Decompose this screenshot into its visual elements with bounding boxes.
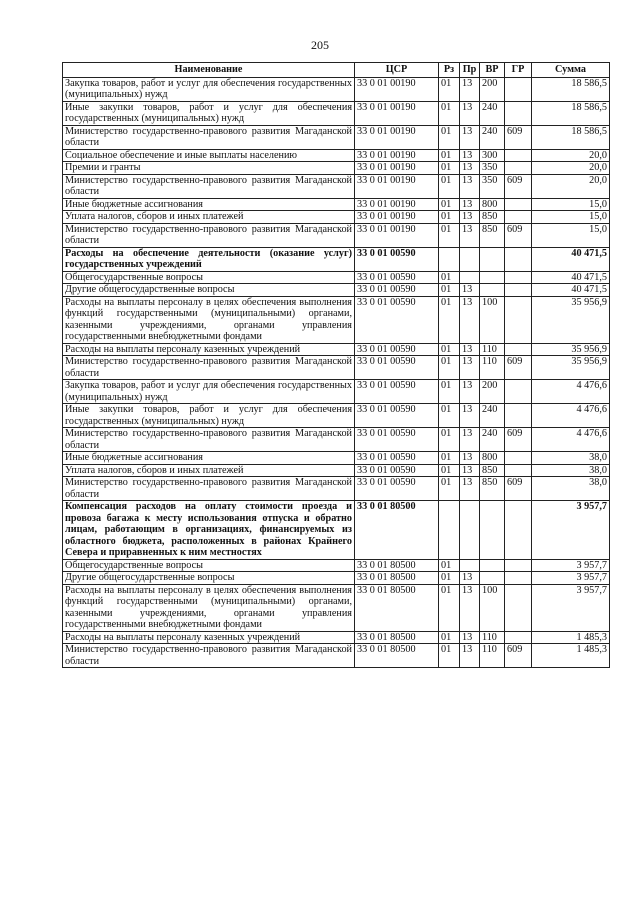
column-header-pr: Пр bbox=[460, 63, 480, 78]
table-row bbox=[63, 125, 610, 149]
cell-rz: 01 bbox=[439, 428, 460, 452]
table-row bbox=[63, 477, 610, 501]
table-row bbox=[63, 211, 610, 224]
cell-name: Иные бюджетные ассигнования bbox=[63, 452, 355, 465]
cell-gr bbox=[505, 284, 532, 297]
cell-name: Иные бюджетные ассигнования bbox=[63, 198, 355, 211]
cell-name: Министерство государственно-правового развития Магаданской области bbox=[63, 477, 355, 501]
cell-name: Расходы на выплаты персоналу в целях обеспечения выполнения функций государственными (муниципальными) органами, казенными учреждениями, органами управления государственными внебюджетными фондами bbox=[63, 584, 355, 631]
cell-vr: 240 bbox=[480, 404, 505, 428]
cell-name: Закупка товаров, работ и услуг для обеспечения государственных (муниципальных) нужд bbox=[63, 77, 355, 101]
cell-csr: 33 0 01 00590 bbox=[355, 464, 439, 477]
cell-vr: 850 bbox=[480, 464, 505, 477]
cell-rz: 01 bbox=[439, 559, 460, 572]
cell-pr: 13 bbox=[460, 452, 480, 465]
cell-sum: 20,0 bbox=[532, 149, 610, 162]
cell-pr bbox=[460, 271, 480, 284]
cell-sum: 35 956,9 bbox=[532, 356, 610, 380]
cell-rz: 01 bbox=[439, 296, 460, 343]
cell-pr: 13 bbox=[460, 223, 480, 247]
table-row bbox=[63, 464, 610, 477]
cell-csr: 33 0 01 80500 bbox=[355, 501, 439, 560]
table-row bbox=[63, 644, 610, 668]
table-row bbox=[63, 101, 610, 125]
cell-csr: 33 0 01 80500 bbox=[355, 572, 439, 585]
cell-sum: 40 471,5 bbox=[532, 247, 610, 271]
cell-csr: 33 0 01 00190 bbox=[355, 223, 439, 247]
cell-vr: 350 bbox=[480, 174, 505, 198]
cell-gr: 609 bbox=[505, 477, 532, 501]
cell-pr bbox=[460, 247, 480, 271]
cell-vr: 350 bbox=[480, 162, 505, 175]
cell-csr: 33 0 01 00190 bbox=[355, 174, 439, 198]
cell-csr: 33 0 01 00190 bbox=[355, 198, 439, 211]
cell-csr: 33 0 01 00190 bbox=[355, 211, 439, 224]
cell-name: Расходы на обеспечение деятельности (оказание услуг) государственных учреждений bbox=[63, 247, 355, 271]
table-row bbox=[63, 77, 610, 101]
cell-name: Иные закупки товаров, работ и услуг для обеспечения государственных (муниципальных) нужд bbox=[63, 101, 355, 125]
cell-gr bbox=[505, 631, 532, 644]
cell-gr bbox=[505, 572, 532, 585]
cell-rz: 01 bbox=[439, 644, 460, 668]
cell-vr: 200 bbox=[480, 380, 505, 404]
page-number: 205 bbox=[311, 38, 329, 52]
cell-vr bbox=[480, 559, 505, 572]
table-row bbox=[63, 343, 610, 356]
cell-name: Закупка товаров, работ и услуг для обеспечения государственных (муниципальных) нужд bbox=[63, 380, 355, 404]
cell-vr: 240 bbox=[480, 428, 505, 452]
cell-pr: 13 bbox=[460, 572, 480, 585]
cell-pr: 13 bbox=[460, 149, 480, 162]
cell-pr: 13 bbox=[460, 162, 480, 175]
column-header-gr: ГР bbox=[505, 63, 532, 78]
table-row bbox=[63, 501, 610, 560]
cell-name: Министерство государственно-правового развития Магаданской области bbox=[63, 125, 355, 149]
table-row bbox=[63, 404, 610, 428]
table-row bbox=[63, 223, 610, 247]
cell-name: Другие общегосударственные вопросы bbox=[63, 572, 355, 585]
cell-sum: 18 586,5 bbox=[532, 101, 610, 125]
cell-csr: 33 0 01 00190 bbox=[355, 162, 439, 175]
cell-gr bbox=[505, 271, 532, 284]
cell-sum: 18 586,5 bbox=[532, 77, 610, 101]
cell-pr: 13 bbox=[460, 101, 480, 125]
cell-vr bbox=[480, 284, 505, 297]
cell-sum: 40 471,5 bbox=[532, 271, 610, 284]
cell-vr: 110 bbox=[480, 644, 505, 668]
column-header-csr: ЦСР bbox=[355, 63, 439, 78]
cell-gr bbox=[505, 149, 532, 162]
cell-vr: 110 bbox=[480, 631, 505, 644]
table-row bbox=[63, 631, 610, 644]
cell-pr: 13 bbox=[460, 428, 480, 452]
cell-csr: 33 0 01 80500 bbox=[355, 559, 439, 572]
cell-csr: 33 0 01 00590 bbox=[355, 247, 439, 271]
cell-gr bbox=[505, 247, 532, 271]
cell-pr: 13 bbox=[460, 644, 480, 668]
cell-gr bbox=[505, 452, 532, 465]
cell-rz: 01 bbox=[439, 284, 460, 297]
cell-csr: 33 0 01 00590 bbox=[355, 271, 439, 284]
cell-gr bbox=[505, 380, 532, 404]
cell-csr: 33 0 01 00190 bbox=[355, 149, 439, 162]
cell-rz: 01 bbox=[439, 125, 460, 149]
cell-pr: 13 bbox=[460, 404, 480, 428]
cell-vr: 800 bbox=[480, 198, 505, 211]
cell-vr: 100 bbox=[480, 584, 505, 631]
cell-csr: 33 0 01 00590 bbox=[355, 477, 439, 501]
cell-rz: 01 bbox=[439, 223, 460, 247]
cell-csr: 33 0 01 00190 bbox=[355, 101, 439, 125]
cell-csr: 33 0 01 00190 bbox=[355, 77, 439, 101]
cell-rz: 01 bbox=[439, 404, 460, 428]
table-row bbox=[63, 284, 610, 297]
cell-rz: 01 bbox=[439, 343, 460, 356]
cell-gr bbox=[505, 77, 532, 101]
cell-pr: 13 bbox=[460, 631, 480, 644]
cell-rz: 01 bbox=[439, 174, 460, 198]
cell-vr: 100 bbox=[480, 296, 505, 343]
cell-gr bbox=[505, 584, 532, 631]
cell-sum: 15,0 bbox=[532, 211, 610, 224]
cell-pr: 13 bbox=[460, 211, 480, 224]
cell-vr bbox=[480, 271, 505, 284]
cell-vr: 850 bbox=[480, 211, 505, 224]
cell-name: Министерство государственно-правового развития Магаданской области bbox=[63, 223, 355, 247]
cell-rz: 01 bbox=[439, 101, 460, 125]
cell-name: Расходы на выплаты персоналу казенных учреждений bbox=[63, 343, 355, 356]
cell-name: Премии и гранты bbox=[63, 162, 355, 175]
cell-sum: 38,0 bbox=[532, 464, 610, 477]
cell-rz: 01 bbox=[439, 572, 460, 585]
cell-gr bbox=[505, 198, 532, 211]
cell-rz: 01 bbox=[439, 77, 460, 101]
cell-pr: 13 bbox=[460, 343, 480, 356]
cell-sum: 20,0 bbox=[532, 174, 610, 198]
cell-name: Уплата налогов, сборов и иных платежей bbox=[63, 211, 355, 224]
cell-pr: 13 bbox=[460, 380, 480, 404]
cell-rz: 01 bbox=[439, 584, 460, 631]
cell-gr bbox=[505, 343, 532, 356]
column-header-vr: ВР bbox=[480, 63, 505, 78]
cell-sum: 15,0 bbox=[532, 198, 610, 211]
cell-vr: 110 bbox=[480, 343, 505, 356]
column-header-rz: Рз bbox=[439, 63, 460, 78]
cell-rz: 01 bbox=[439, 149, 460, 162]
table-row bbox=[63, 572, 610, 585]
cell-sum: 4 476,6 bbox=[532, 428, 610, 452]
cell-sum: 40 471,5 bbox=[532, 284, 610, 297]
cell-gr bbox=[505, 296, 532, 343]
cell-sum: 38,0 bbox=[532, 477, 610, 501]
cell-vr bbox=[480, 572, 505, 585]
table-row bbox=[63, 162, 610, 175]
cell-csr: 33 0 01 00590 bbox=[355, 296, 439, 343]
cell-pr: 13 bbox=[460, 284, 480, 297]
cell-sum: 15,0 bbox=[532, 223, 610, 247]
cell-name: Министерство государственно-правового развития Магаданской области bbox=[63, 356, 355, 380]
cell-gr: 609 bbox=[505, 356, 532, 380]
cell-rz: 01 bbox=[439, 162, 460, 175]
cell-vr: 850 bbox=[480, 477, 505, 501]
cell-rz: 01 bbox=[439, 477, 460, 501]
cell-gr bbox=[505, 404, 532, 428]
table-row bbox=[63, 380, 610, 404]
cell-gr bbox=[505, 101, 532, 125]
cell-pr: 13 bbox=[460, 356, 480, 380]
cell-name: Другие общегосударственные вопросы bbox=[63, 284, 355, 297]
cell-vr: 200 bbox=[480, 77, 505, 101]
cell-vr: 240 bbox=[480, 125, 505, 149]
table-row bbox=[63, 271, 610, 284]
cell-gr bbox=[505, 464, 532, 477]
cell-csr: 33 0 01 80500 bbox=[355, 584, 439, 631]
cell-csr: 33 0 01 00590 bbox=[355, 428, 439, 452]
cell-gr: 609 bbox=[505, 644, 532, 668]
table-row bbox=[63, 174, 610, 198]
cell-name: Иные закупки товаров, работ и услуг для обеспечения государственных (муниципальных) нужд bbox=[63, 404, 355, 428]
cell-sum: 18 586,5 bbox=[532, 125, 610, 149]
cell-csr: 33 0 01 80500 bbox=[355, 631, 439, 644]
cell-name: Общегосударственные вопросы bbox=[63, 271, 355, 284]
cell-vr: 240 bbox=[480, 101, 505, 125]
cell-gr: 609 bbox=[505, 125, 532, 149]
cell-name: Расходы на выплаты персоналу казенных учреждений bbox=[63, 631, 355, 644]
cell-gr bbox=[505, 559, 532, 572]
cell-csr: 33 0 01 00590 bbox=[355, 452, 439, 465]
table-row bbox=[63, 356, 610, 380]
cell-csr: 33 0 01 00590 bbox=[355, 284, 439, 297]
cell-name: Компенсация расходов на оплату стоимости проезда и провоза багажа к месту использования отпуска и обратно лицам, работающим в организациях, финансируемых из областного бюджета, расположенных в районах Крайнего Севера и приравненных к ним местностях bbox=[63, 501, 355, 560]
cell-pr: 13 bbox=[460, 198, 480, 211]
cell-pr bbox=[460, 501, 480, 560]
cell-gr: 609 bbox=[505, 428, 532, 452]
cell-vr: 300 bbox=[480, 149, 505, 162]
cell-name: Расходы на выплаты персоналу в целях обеспечения выполнения функций государственными (муниципальными) органами, казенными учреждениями, органами управления государственными внебюджетными фондами bbox=[63, 296, 355, 343]
table-row bbox=[63, 296, 610, 343]
cell-csr: 33 0 01 00590 bbox=[355, 343, 439, 356]
table-row bbox=[63, 198, 610, 211]
cell-pr: 13 bbox=[460, 584, 480, 631]
table-row bbox=[63, 428, 610, 452]
cell-sum: 4 476,6 bbox=[532, 404, 610, 428]
cell-sum: 4 476,6 bbox=[532, 380, 610, 404]
cell-name: Социальное обеспечение и иные выплаты населению bbox=[63, 149, 355, 162]
table-row bbox=[63, 559, 610, 572]
table-row bbox=[63, 452, 610, 465]
column-header-name: Наименование bbox=[63, 63, 355, 78]
cell-gr bbox=[505, 162, 532, 175]
cell-rz: 01 bbox=[439, 211, 460, 224]
cell-sum: 3 957,7 bbox=[532, 559, 610, 572]
cell-csr: 33 0 01 00590 bbox=[355, 404, 439, 428]
cell-sum: 3 957,7 bbox=[532, 501, 610, 560]
cell-pr: 13 bbox=[460, 477, 480, 501]
cell-pr bbox=[460, 559, 480, 572]
cell-csr: 33 0 01 00590 bbox=[355, 380, 439, 404]
cell-vr bbox=[480, 501, 505, 560]
cell-name: Министерство государственно-правового развития Магаданской области bbox=[63, 174, 355, 198]
cell-gr: 609 bbox=[505, 174, 532, 198]
cell-vr: 800 bbox=[480, 452, 505, 465]
cell-csr: 33 0 01 00590 bbox=[355, 356, 439, 380]
cell-pr: 13 bbox=[460, 125, 480, 149]
cell-csr: 33 0 01 80500 bbox=[355, 644, 439, 668]
cell-sum: 35 956,9 bbox=[532, 343, 610, 356]
cell-sum: 20,0 bbox=[532, 162, 610, 175]
cell-name: Министерство государственно-правового развития Магаданской области bbox=[63, 644, 355, 668]
cell-gr: 609 bbox=[505, 223, 532, 247]
table-row bbox=[63, 584, 610, 631]
cell-rz: 01 bbox=[439, 631, 460, 644]
cell-pr: 13 bbox=[460, 174, 480, 198]
cell-sum: 3 957,7 bbox=[532, 572, 610, 585]
table-row bbox=[63, 149, 610, 162]
cell-vr: 850 bbox=[480, 223, 505, 247]
cell-rz: 01 bbox=[439, 356, 460, 380]
cell-sum: 3 957,7 bbox=[532, 584, 610, 631]
column-header-sum: Сумма bbox=[532, 63, 610, 78]
cell-rz bbox=[439, 501, 460, 560]
cell-rz: 01 bbox=[439, 464, 460, 477]
budget-table bbox=[62, 62, 610, 668]
table-row bbox=[63, 247, 610, 271]
cell-sum: 1 485,3 bbox=[532, 631, 610, 644]
cell-rz: 01 bbox=[439, 271, 460, 284]
cell-name: Общегосударственные вопросы bbox=[63, 559, 355, 572]
cell-rz: 01 bbox=[439, 198, 460, 211]
cell-rz bbox=[439, 247, 460, 271]
cell-sum: 38,0 bbox=[532, 452, 610, 465]
cell-vr bbox=[480, 247, 505, 271]
cell-name: Министерство государственно-правового развития Магаданской области bbox=[63, 428, 355, 452]
cell-csr: 33 0 01 00190 bbox=[355, 125, 439, 149]
cell-vr: 110 bbox=[480, 356, 505, 380]
cell-pr: 13 bbox=[460, 464, 480, 477]
cell-gr bbox=[505, 501, 532, 560]
cell-sum: 35 956,9 bbox=[532, 296, 610, 343]
cell-pr: 13 bbox=[460, 296, 480, 343]
table-header-row bbox=[63, 63, 610, 78]
cell-sum: 1 485,3 bbox=[532, 644, 610, 668]
cell-rz: 01 bbox=[439, 452, 460, 465]
cell-pr: 13 bbox=[460, 77, 480, 101]
cell-rz: 01 bbox=[439, 380, 460, 404]
cell-name: Уплата налогов, сборов и иных платежей bbox=[63, 464, 355, 477]
table-body bbox=[63, 77, 610, 668]
cell-gr bbox=[505, 211, 532, 224]
